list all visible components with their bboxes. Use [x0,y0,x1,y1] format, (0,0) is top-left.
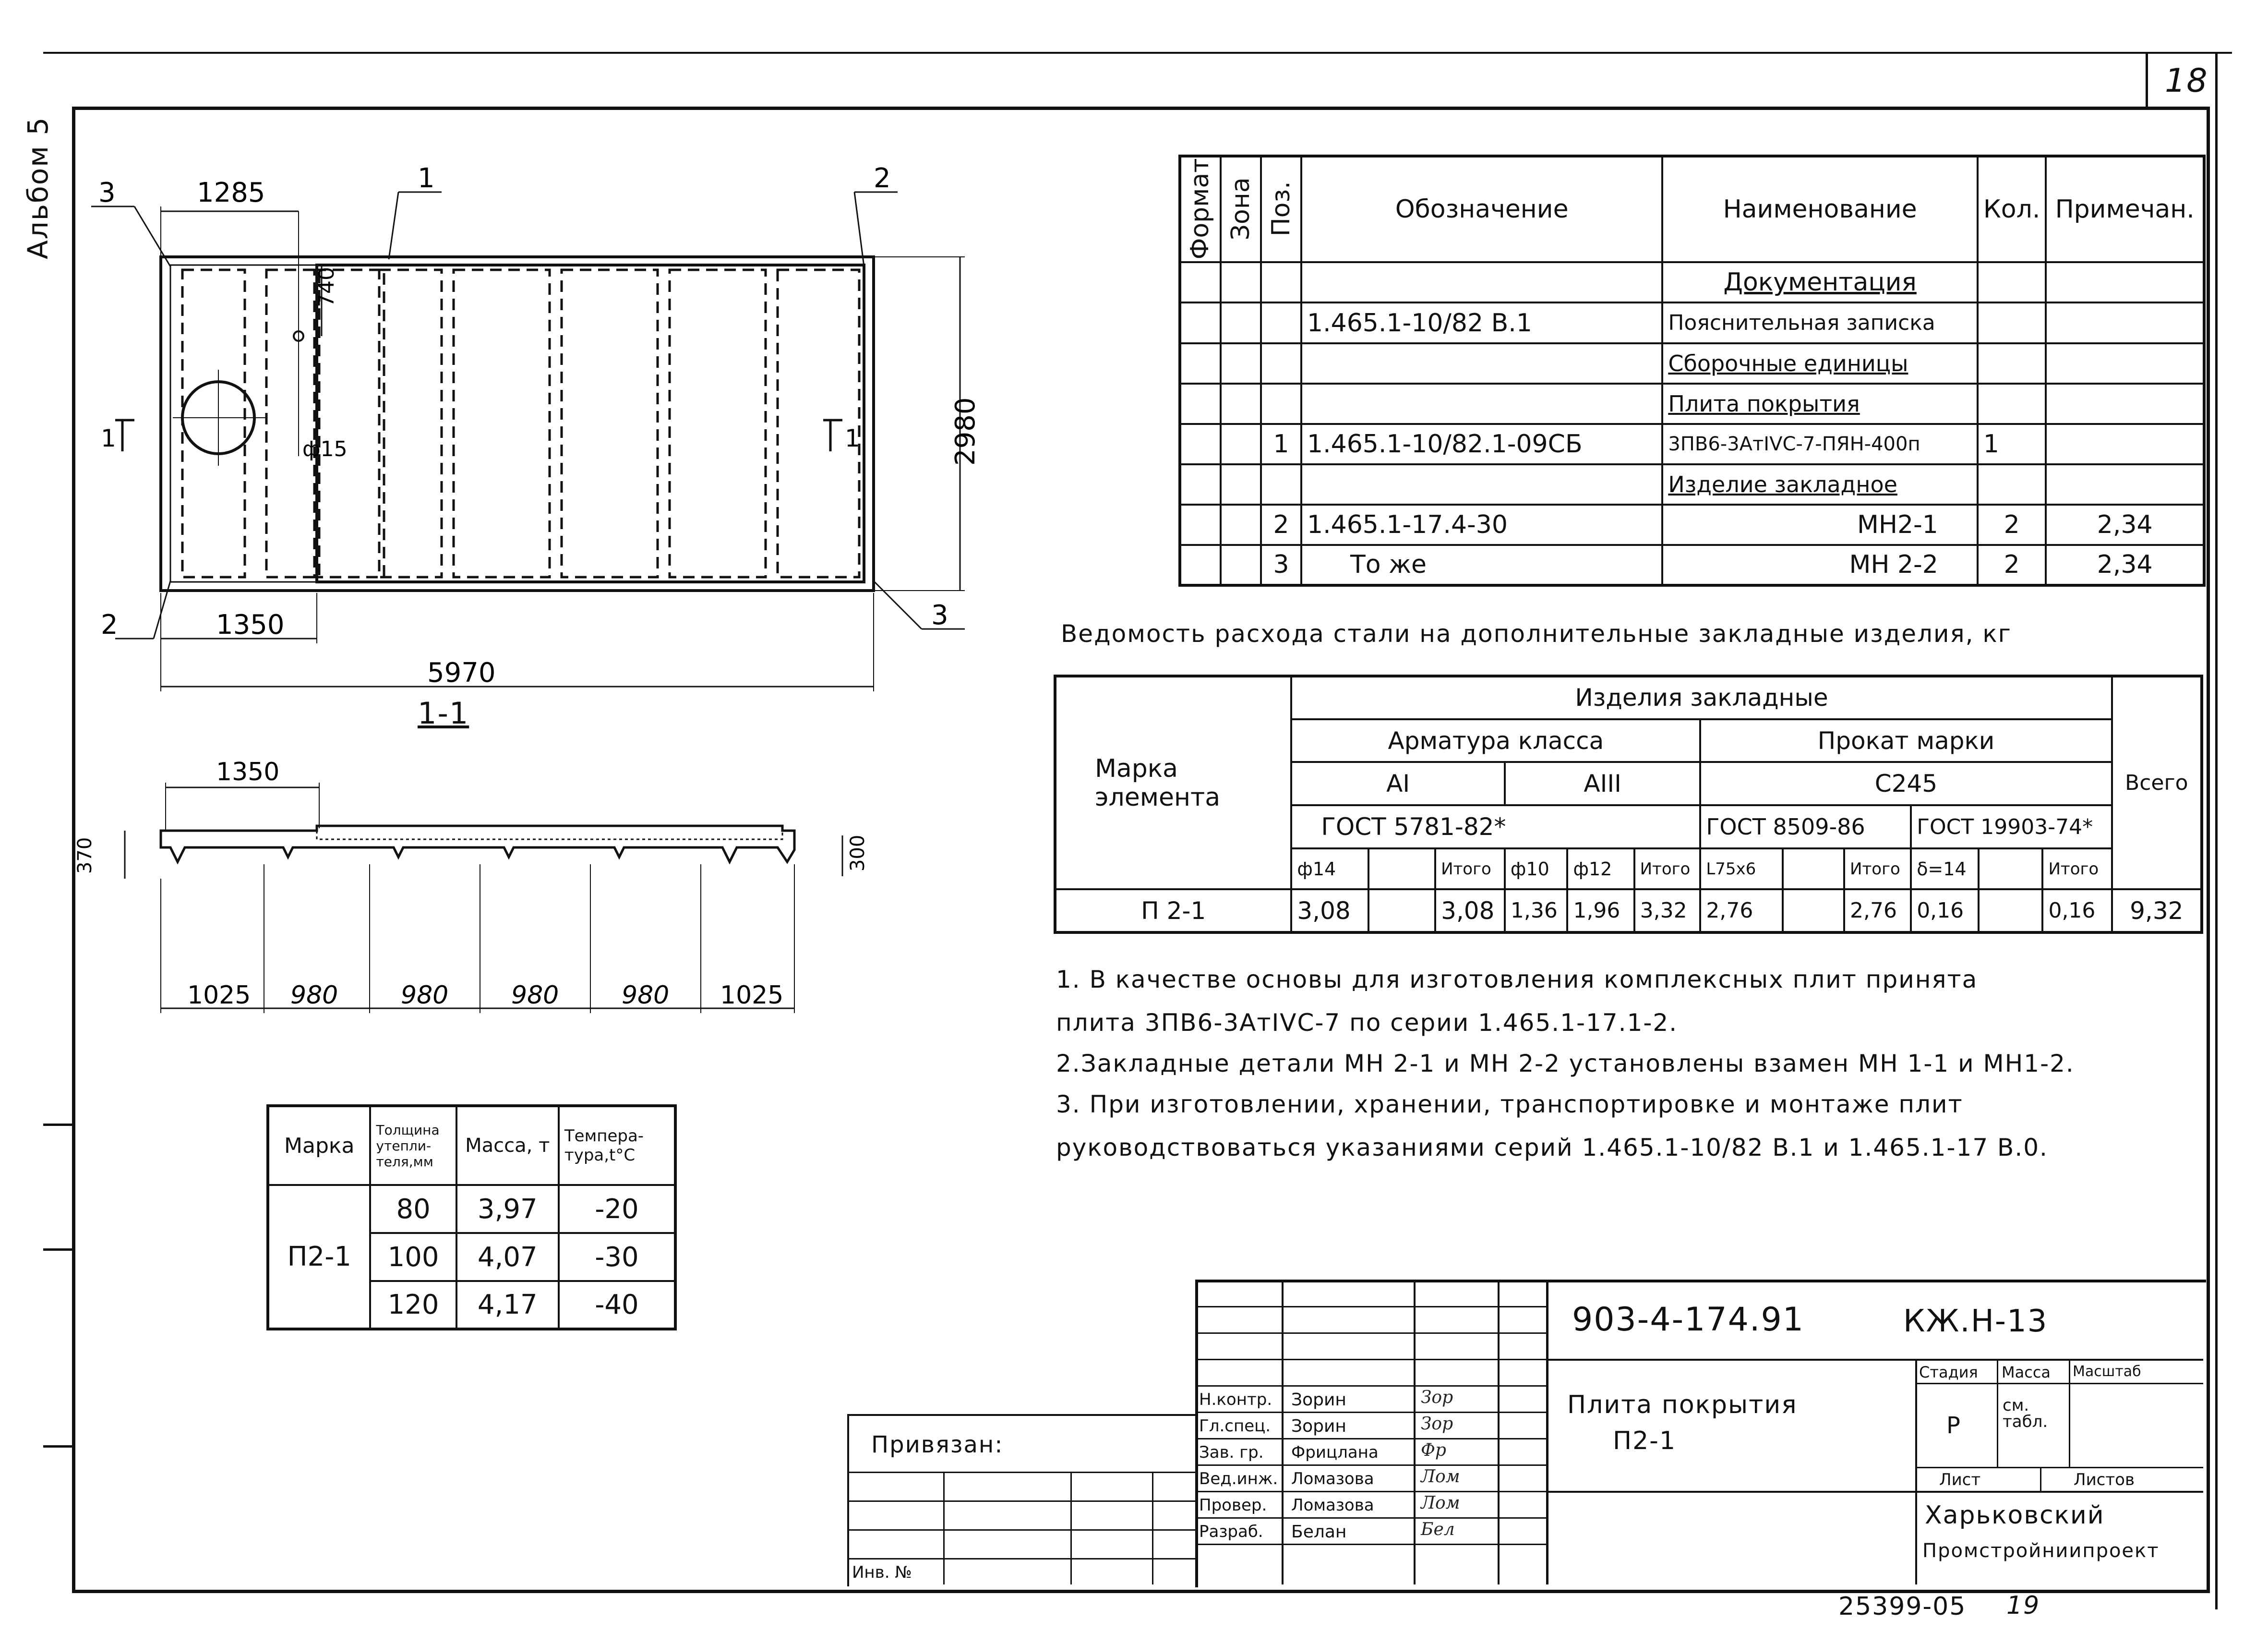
signer-role-5: Провер. [1199,1496,1267,1515]
mass-value: см. табл. [2003,1396,2048,1431]
cut-label-left: 1 [101,424,116,452]
col-qty: Кол. [1978,156,2046,262]
footer-code: 25399-05 [1838,1592,1967,1621]
table-row: П2-1 80 3,97 -20 [268,1185,675,1233]
col-zone: Зона [1221,156,1261,262]
mass-col-mark: Марка [268,1106,370,1185]
rolled-grade-header: Прокат марки [1700,719,2112,762]
org-name-1: Харьковский [1925,1501,2105,1530]
callout-3-top: 3 [98,177,116,208]
span-4: 980 [511,981,559,1010]
signer-name-5: Ломазова [1291,1496,1374,1515]
dim-2980: 2980 [950,397,981,466]
dim-5970: 5970 [427,657,496,689]
top-rule [43,52,2232,54]
inv-label: Инв. № [852,1563,912,1582]
table-row: 100 4,07 -30 [268,1233,675,1281]
signer-sig-1: Зор [1421,1388,1453,1407]
callout-1: 1 [418,163,435,194]
signer-role-4: Вед.инж. [1199,1469,1278,1488]
attached-label: Привязан: [871,1431,1004,1458]
table-row: 3 То же МН 2-2 2 2,34 [1180,545,2204,585]
signer-role-2: Гл.спец. [1199,1416,1271,1436]
table-row: Изделие закладное [1180,464,2204,505]
note-line-5: руководствоваться указаниями серий 1.465.1-10/82 В.1 и 1.465.1-17 В.0. [1056,1134,2048,1161]
steel-embedded-header: Изделия закладные [1291,676,2112,719]
note-line-2: плита 3ПВ6-3АтIVС-7 по серии 1.465.1-17.1-2. [1056,1009,1678,1037]
rebar-class-header: Арматура класса [1291,719,1700,762]
col-designation: Обозначение [1301,156,1662,262]
dim-1285: 1285 [197,177,265,208]
sheet-number: 18 [2165,62,2208,100]
cut-label-right: 1 [845,424,860,452]
col-pos: Поз. [1261,156,1301,262]
col-name: Наименование [1662,156,1978,262]
note-line-3: 2.Закладные детали МН 2-1 и МН 2-2 установлены взамен МН 1-1 и МН1-2. [1056,1050,2075,1077]
margin-tick-3 [43,1445,72,1448]
drawing-name-2: П2-1 [1613,1426,1677,1455]
signer-sig-5: Лом [1421,1493,1460,1513]
table-row: 120 4,17 -40 [268,1281,675,1329]
callout-2-bottom: 2 [101,609,118,641]
signer-sig-4: Лом [1421,1467,1460,1487]
table-row: Сборочные единицы [1180,343,2204,384]
span-6: 1025 [720,981,784,1010]
note-line-4: 3. При изготовлении, хранении, транспортировке и монтаже плит [1056,1090,1963,1118]
sheet-label: Лист [1939,1470,1981,1489]
table-row: 1 1.465.1-10/82.1-09СБ 3ПВ6-3АтIVС-7-ПЯН-400п 1 [1180,424,2204,464]
gost-5781-header: ГОСТ 5781-82* [1291,805,1700,848]
gost-19903-header: ГОСТ 19903-74* [1911,805,2112,848]
plan-view [72,158,984,735]
span-2: 980 [290,981,338,1010]
mass-col-temp: Темпера-тура,t°С [559,1106,675,1185]
signer-name-2: Зорин [1291,1416,1346,1436]
signer-name-6: Белан [1291,1522,1347,1542]
signer-role-3: Зав. гр. [1199,1443,1264,1462]
span-3: 980 [401,981,449,1010]
col-format: Формат [1180,156,1221,262]
table-row: Документация [1180,262,2204,302]
dim-740: 740 [314,267,339,307]
callout-3-bottom: 3 [931,600,948,631]
mass-table [266,1104,677,1330]
doc-code: 903-4-174.91 [1572,1301,1805,1339]
margin-tick-1 [43,1124,72,1126]
span-1: 1025 [187,981,251,1010]
section-dim-1350: 1350 [216,758,280,786]
footer-page: 19 [2006,1591,2040,1620]
org-name-2: Промстройниипроект [1922,1540,2160,1562]
signer-name-4: Ломазова [1291,1469,1374,1488]
signer-sig-3: Фр [1421,1440,1446,1460]
album-label: Альбом 5 [22,116,54,259]
margin-tick-2 [43,1248,72,1251]
table-row: 2 1.465.1-17.4-30 МН2-1 2 2,34 [1180,505,2204,545]
signer-role-6: Разраб. [1199,1522,1263,1541]
callout-2-top: 2 [874,163,891,194]
section-title: 1-1 [418,696,469,731]
col-note: Примечан. [2046,156,2204,262]
signer-role-1: Н.контр. [1199,1390,1272,1409]
signer-sig-6: Бел [1421,1520,1455,1539]
steel-title: Ведомость расхода стали на дополнительные закладные изделия, кг [1061,620,2012,648]
steel-table: Марка элемента Изделия закладные Всего Арматура класса Прокат марки АI АIII С245 ГОСТ 5781-82* ГОСТ 8509-86 ГОСТ 19903-74* ф14 Итого ф10 ф12 Итого L75х6 Итого δ=14 Итого П 2-1 3,08 3,08 1,36 1,96 3,32 2,76 2,76 0,16 0,16 9,32 [1054,675,2203,934]
scale-label: Масштаб [2073,1363,2141,1380]
section-dim-370: 370 [74,837,96,874]
drawing-name-1: Плита покрытия [1567,1390,1798,1419]
dim-15: ф15 [302,437,348,461]
gost-8509-header: ГОСТ 8509-86 [1700,805,1911,848]
mass-col-thickness: Толщина утепли-теля,мм [370,1106,456,1185]
mass-mark: П2-1 [268,1185,370,1329]
steel-mark-header: Марка элемента [1055,676,1291,889]
signer-name-1: Зорин [1291,1390,1346,1410]
span-5: 980 [622,981,670,1010]
mass-label: Масса [2002,1363,2051,1381]
sheets-label: Листов [2074,1470,2135,1489]
spec-table [1178,155,2206,587]
table-row: П 2-1 3,08 3,08 1,36 1,96 3,32 2,76 2,76 0,16 0,16 9,32 [1055,889,2202,932]
stage-label: Стадия [1919,1363,1978,1381]
right-rule [2215,54,2218,1609]
table-row: Плита покрытия [1180,384,2204,424]
signer-sig-2: Зор [1421,1414,1453,1434]
sheet-code: КЖ.Н-13 [1903,1304,2048,1339]
stage-value: Р [1946,1412,1961,1439]
steel-total-header: Всего [2112,676,2202,889]
a1-header: АI [1291,762,1505,805]
table-row: 1.465.1-10/82 В.1 Пояснительная записка [1180,302,2204,343]
mass-col-mass: Масса, т [456,1106,559,1185]
note-line-1: 1. В качестве основы для изготовления комплексных плит принята [1056,966,1978,993]
c245-header: С245 [1700,762,2112,805]
section-dim-300: 300 [847,834,869,871]
a3-header: АIII [1505,762,1700,805]
section-view [72,754,912,1023]
dim-1350: 1350 [216,609,285,641]
signer-name-3: Фрицлана [1291,1443,1379,1462]
